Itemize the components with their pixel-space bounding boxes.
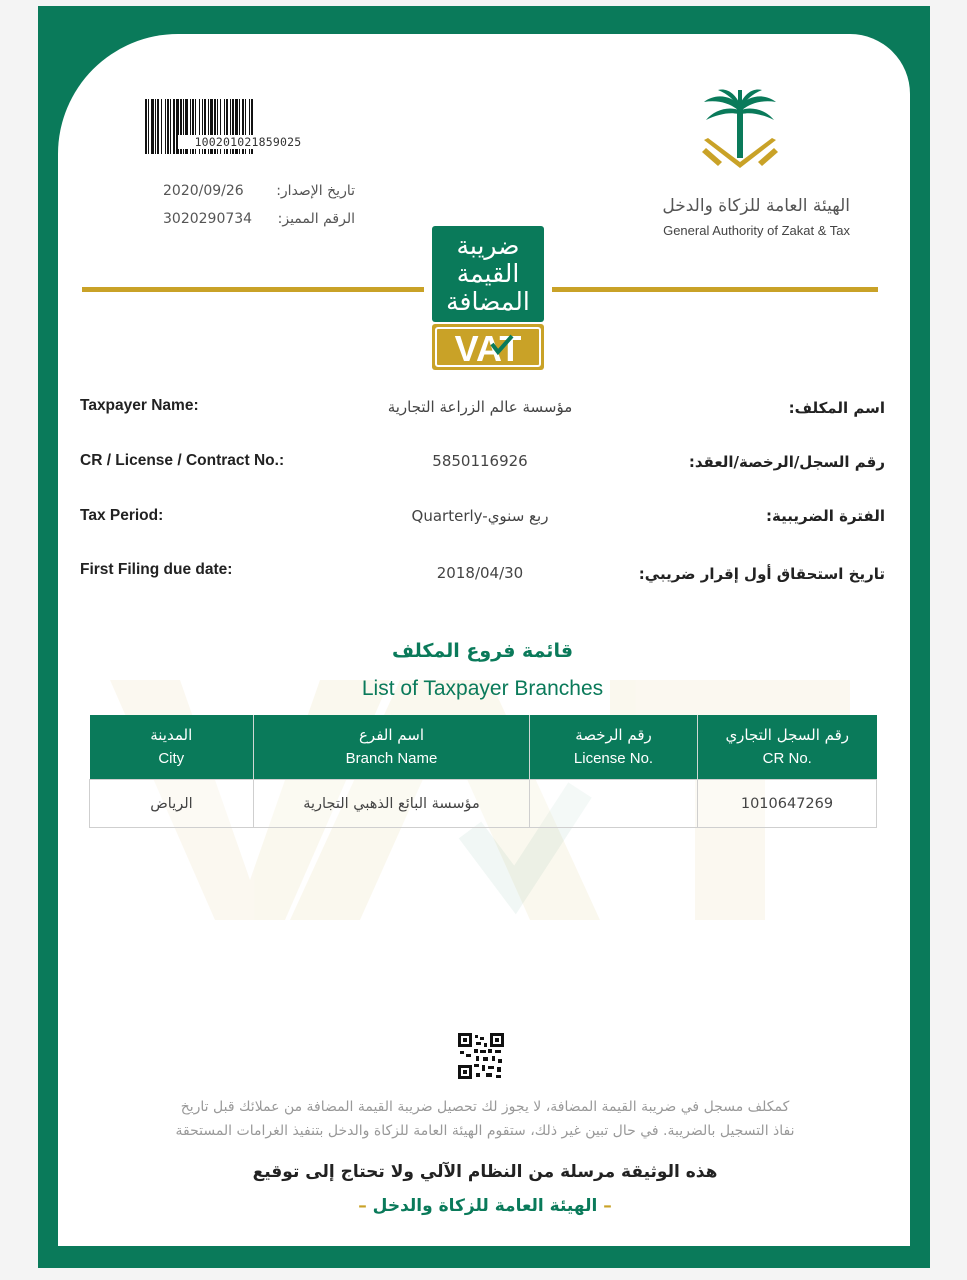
- notice-line-2: نفاذ التسجيل بالضريبة. في حال تبين غير ذلك، ستقوم الهيئة العامة للزكاة والدخل بتنفيذ الغرامات المستحقة: [175, 1123, 795, 1139]
- col-city: المدينة City: [90, 715, 254, 780]
- cell-cr-no: 1010647269: [698, 780, 877, 828]
- cell-city: الرياض: [90, 780, 254, 828]
- gold-divider-right: [552, 287, 878, 292]
- tax-period-value: Quarterly-ربع سنوي: [411, 507, 549, 525]
- cell-license-no: [530, 780, 698, 828]
- first-filing-value: 2018/04/30: [436, 564, 524, 582]
- notice-line-1: كمكلف مسجل في ضريبة القيمة المضافة، لا يجوز لك تحصيل ضريبة القيمة المضافة من عملائك قبل تاريخ: [180, 1099, 790, 1115]
- table-header-row: [90, 715, 877, 780]
- vat-badge-text: VAT: [454, 328, 522, 369]
- dash-decoration: –: [603, 1196, 612, 1216]
- first-filing-label-ar: تاريخ استحقاق أول إقرار ضريبي:: [638, 565, 885, 583]
- unique-id-value: 3020290734: [163, 211, 253, 227]
- issue-date-value: 2020/09/26: [163, 183, 244, 199]
- cr-license-label-en: CR / License / Contract No.:: [80, 452, 285, 469]
- authority-name-ar: الهيئة العامة للزكاة والدخل: [662, 196, 850, 216]
- qr-code: [458, 1033, 504, 1079]
- gold-divider-left: [82, 287, 424, 292]
- vat-badge-logo: [432, 226, 544, 370]
- branches-title-en: List of Taxpayer Branches: [361, 677, 604, 700]
- cell-branch-name: مؤسسة البائع الذهبي التجارية: [254, 780, 530, 828]
- branches-table: [89, 715, 877, 828]
- footer-auto-generated-note: هذه الوثيقة مرسلة من النظام الآلي ولا تحتاج إلى توقيع: [252, 1162, 718, 1182]
- cr-license-label-ar: رقم السجل/الرخصة/العقد:: [688, 453, 885, 471]
- branches-title-ar: قائمة فروع المكلف: [391, 640, 574, 662]
- palm-swords-icon: [700, 88, 780, 188]
- taxpayer-name-label-ar: اسم المكلف:: [788, 399, 885, 417]
- issue-date-label: تاريخ الإصدار:: [276, 183, 355, 199]
- table-row: [90, 780, 877, 828]
- vat-badge-line2: القيمة: [456, 259, 520, 288]
- unique-id-label: الرقم المميز:: [277, 211, 355, 227]
- barcode-number: 100201021859025: [178, 135, 318, 149]
- taxpayer-name-label-en: Taxpayer Name:: [80, 397, 199, 414]
- tax-period-label-ar: الفترة الضريبية:: [766, 507, 885, 525]
- col-license-no: رقم الرخصة License No.: [530, 715, 698, 780]
- col-cr-no: رقم السجل التجاري CR No.: [698, 715, 877, 780]
- dash-decoration: –: [358, 1196, 367, 1216]
- authority-name-en: General Authority of Zakat & Tax: [663, 223, 850, 238]
- tax-period-label-en: Tax Period:: [80, 507, 164, 524]
- footer-authority: [250, 1196, 720, 1216]
- footer-authority-name: الهيئة العامة للزكاة والدخل: [372, 1196, 598, 1216]
- vat-badge-line1: ضريبة: [456, 231, 520, 260]
- taxpayer-name-value: مؤسسة عالم الزراعة التجارية: [387, 398, 573, 416]
- first-filing-label-en: First Filing due date:: [80, 561, 233, 578]
- vat-badge-line3: المضافة: [446, 287, 530, 316]
- col-branch-name: اسم الفرع Branch Name: [254, 715, 530, 780]
- cr-license-value: 5850116926: [432, 452, 528, 470]
